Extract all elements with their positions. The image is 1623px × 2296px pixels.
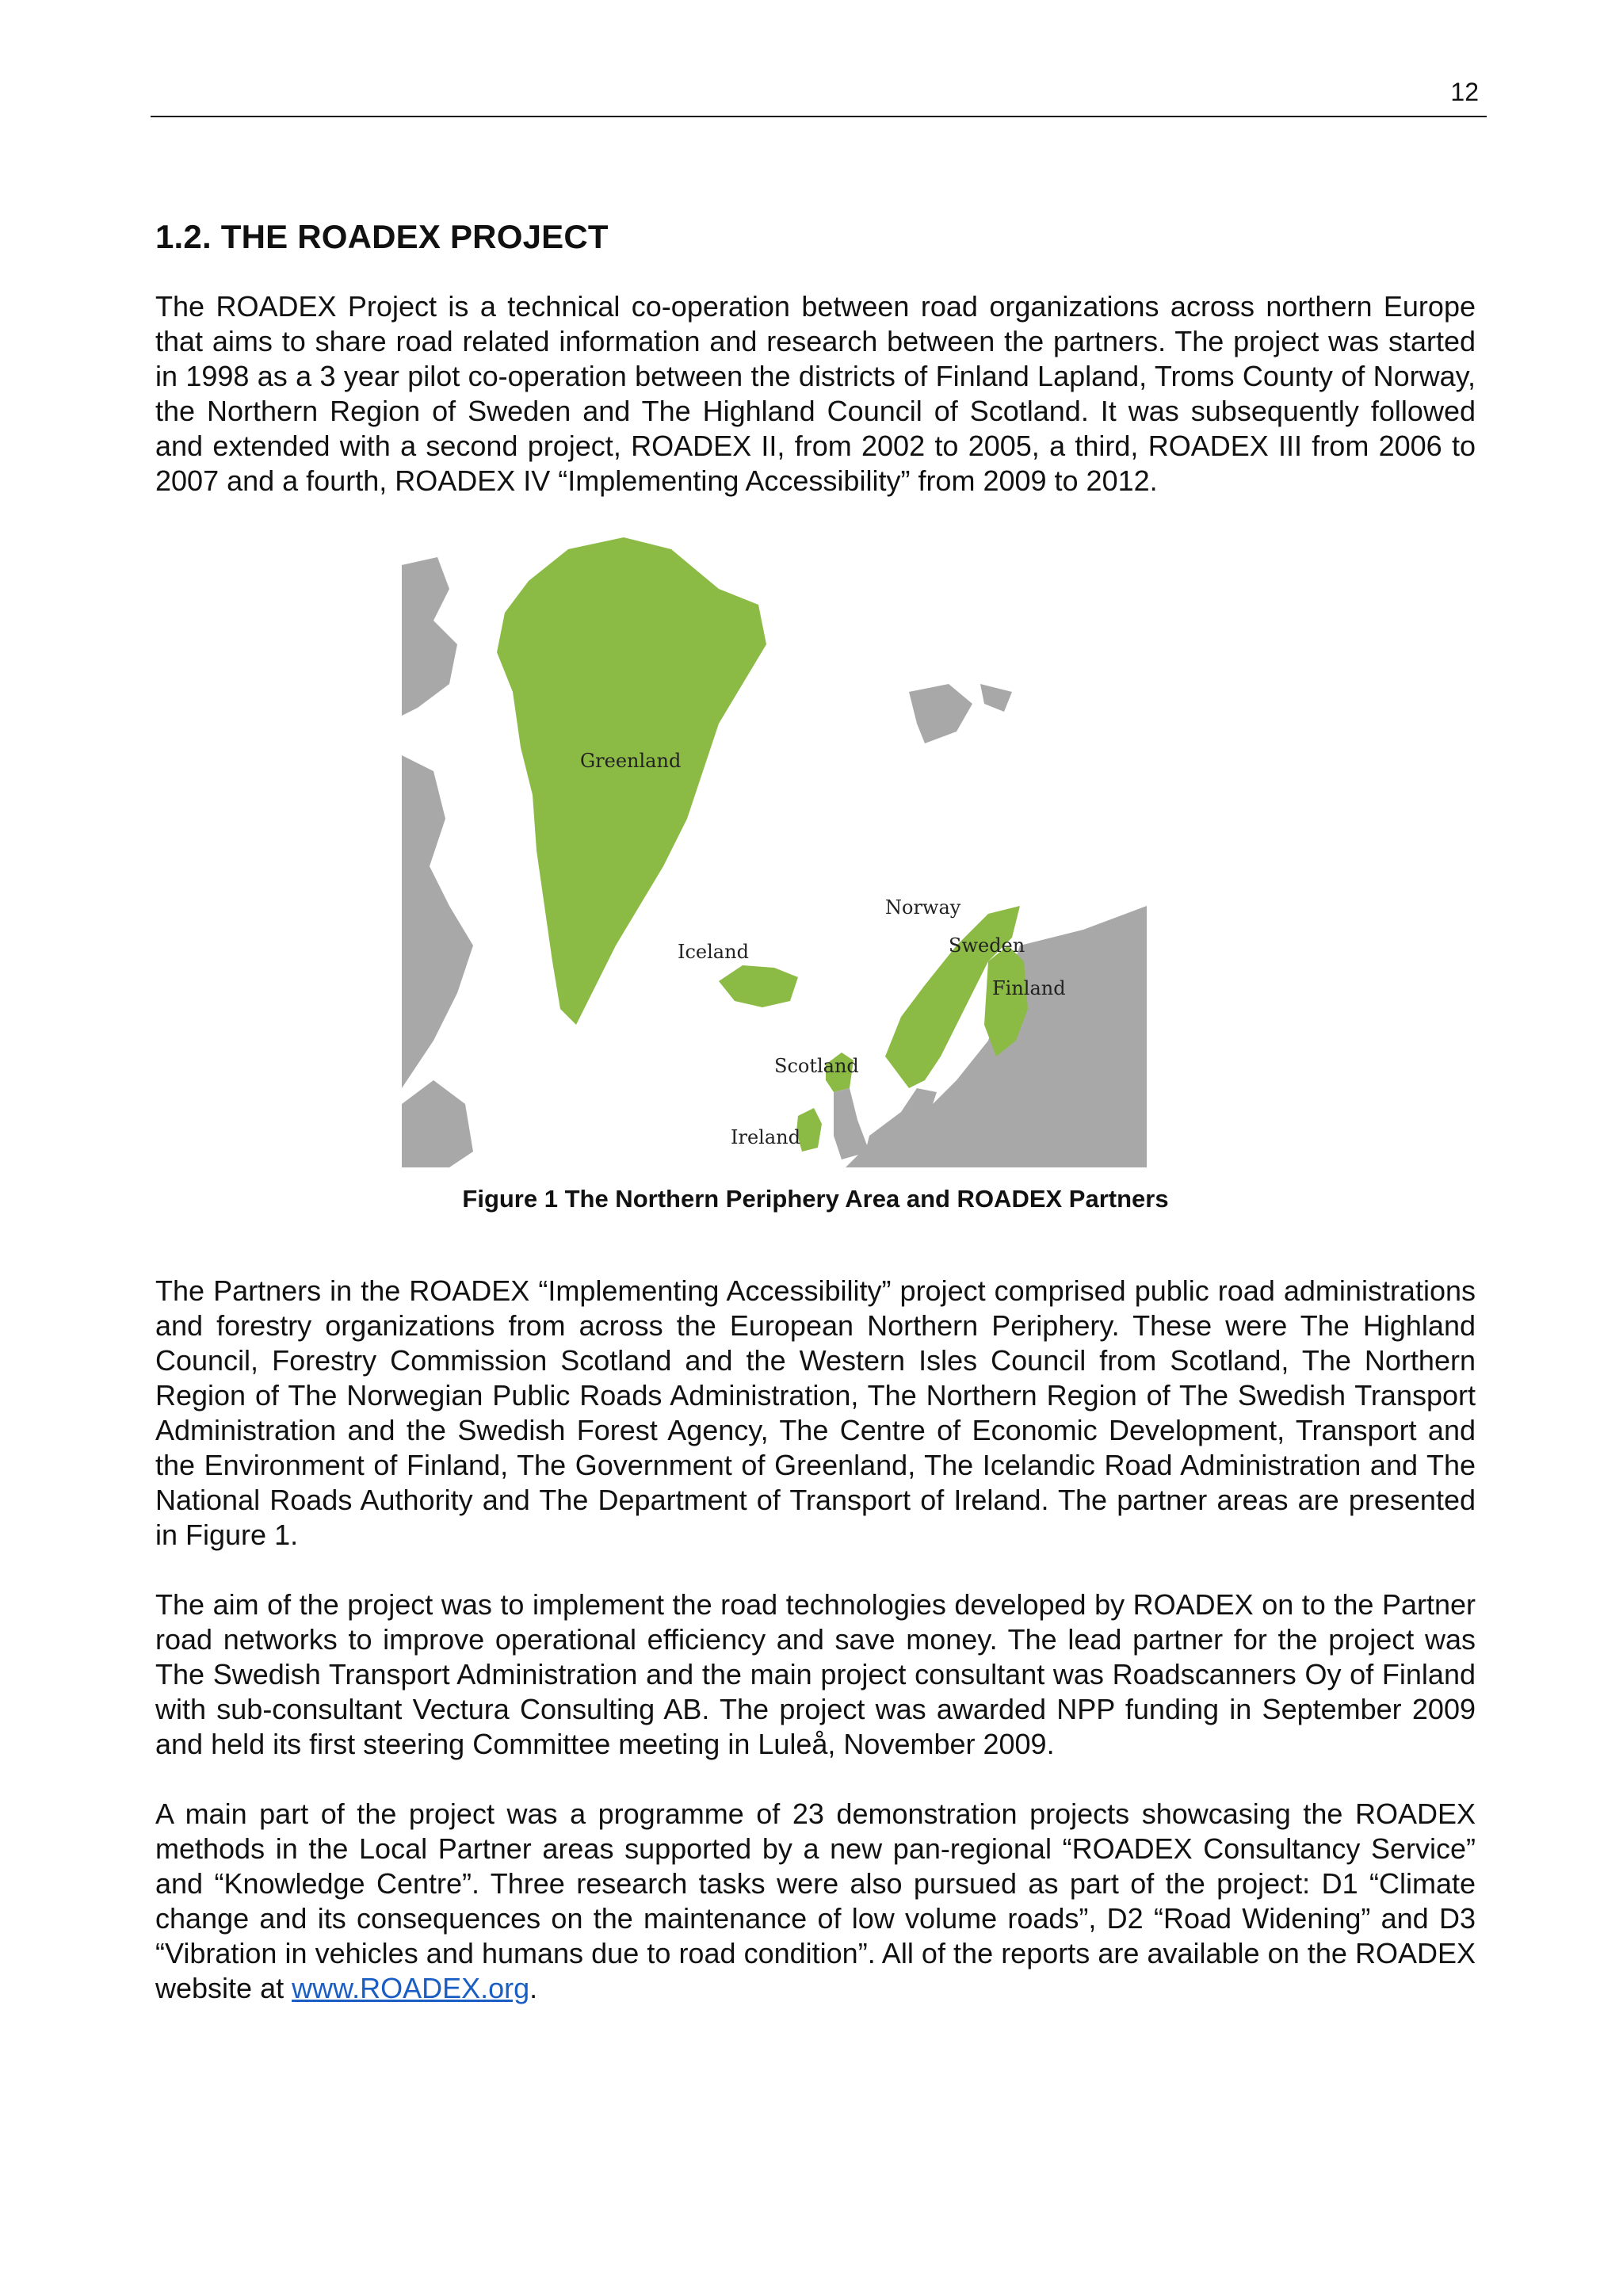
roadex-website-link[interactable]: www.ROADEX.org [292,1972,530,2004]
paragraph-intro: The ROADEX Project is a technical co-operation between road organizations across northern Europe that aims to share road related information and research between the partners. The project was started in 1998 as a 3 year pilot co-operation between the districts of Finland Lapland, Troms County of Norway, the Northern Region of Sweden and The Highland Council of Scotland. It was subsequently followed and extended with a second project, ROADEX II, from 2002 to 2005, a third, ROADEX III from 2006 to 2007 and a fourth, ROADEX IV “Implementing Accessibility” from 2009 to 2012. [155,290,1476,497]
header-divider [151,116,1487,117]
map-label-norway: Norway [885,896,961,919]
map-label-iceland: Iceland [678,941,749,963]
figure-caption: Figure 1 The Northern Periphery Area and ROADEX Partners [462,1185,1169,1213]
section-title: 1.2. THE ROADEX PROJECT [155,218,609,255]
map-label-finland: Finland [992,977,1066,999]
page-number: 12 [1450,78,1479,106]
northern-periphery-map [402,533,1147,1167]
paragraph-partners: The Partners in the ROADEX “Implementing Accessibility” project comprised public road administrations and forestry organizations from across the European Northern Periphery. These were The Highland Council, Forestry Commission Scotland and the Western Isles Council from Scotland, The Northern Region of The Norwegian Public Roads Administration, The Northern Region of The Swedish Transport Administration and the Swedish Forest Agency, The Centre of Economic Development, Transport and the Environment of Finland, The Government of Greenland, The Icelandic Road Administration and The National Roads Authority and The Department of Transport of Ireland. The partner areas are presented in Figure 1. [155,1274,1476,1551]
map-label-scotland: Scotland [774,1055,859,1077]
map-label-greenland: Greenland [580,750,682,772]
page-content [155,218,1476,2041]
map-label-sweden: Sweden [949,934,1025,957]
paragraph-aim: The aim of the project was to implement the road technologies developed by ROADEX on to the Partner road networks to improve operational efficiency and save money. The lead partner for the project was The Swedish Transport Administration and the main project consultant was Roadscanners Oy of Finland with sub-consultant Vectura Consulting AB. The project was awarded NPP funding in September 2009 and held its first steering Committee meeting in Luleå, November 2009. [155,1588,1476,1760]
paragraph-demonstrations-end: . [529,1972,538,2004]
map-label-ireland: Ireland [731,1126,800,1148]
paragraph-demonstrations-text: A main part of the project was a programme of 23 demonstration projects showcasing the ROADEX methods in the Local Partner areas supported by a new pan-regional “ROADEX Consultancy Service” and “Knowledge Centre”. Three research tasks were also pursued as part of the project: D1 “Climate change and its consequences on the maintenance of low volume roads”, D2 “Road Widening” and D3 “Vibration in vehicles and humans due to road condition”. All of the reports are available on the ROADEX website at [155,1797,1476,2004]
paragraph-demonstrations [155,1797,1476,2006]
